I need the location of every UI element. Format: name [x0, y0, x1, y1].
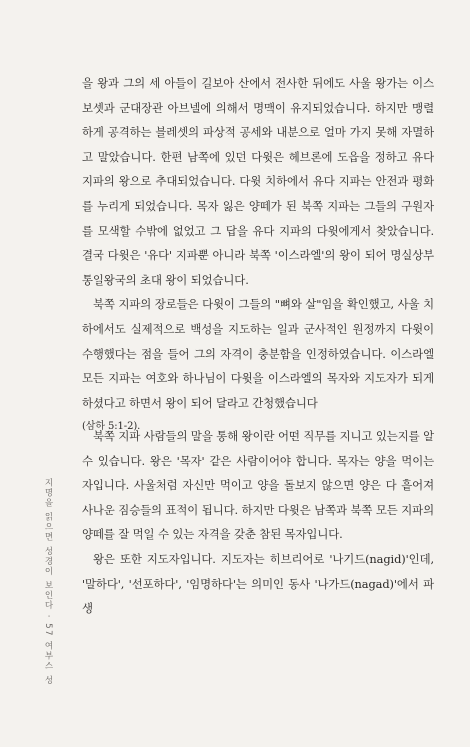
paragraph: 북쪽 지파의 장로들은 다윗이 그들의 "뼈와 살"임을 확인했고, 사울 치하에서도 실제적으로 백성을 지도하는 일과 군사적인 원정까지 다윗이 수행했다는 점을 들어 그의 자격이 충분함을 인정하였습니다. 이스라엘 모든 지파는 여호와 하나님이 다윗을 이스라엘의 목자와 지도자가 되게 하셨다고 하면서 왕이 되어 달라고 간청했습니다 — [82, 297, 434, 410]
paragraph: 북쪽 지파 사람들의 말을 통해 왕이란 어떤 직무를 지니고 있는지를 알 수 있습니다. 왕은 '목자' 같은 사람이어야 합니다. 목자는 양을 먹이는 자입니다. 사울처럼 자신만 먹이고 양을 돌보지 않으면 양은 다 흩어져 사나운 짐승들의 표적이 됩니다. 하지만 다윗은 남쪽과 북쪽 모든 지파의 양떼를 잘 먹일 수 있는 자격을 갖춘 참된 목자입니다. — [82, 429, 434, 542]
paragraph: 을 왕과 그의 세 아들이 길보아 산에서 전사한 뒤에도 사울 왕가는 이스보셋과 군대장관 아브넬에 의해서 명맥이 유지되었습니다. 하지만 맹렬하게 공격하는 블레셋의 파상적 공세와 내분으로 얼마 가지 못해 자멸하고 말았습니다. 한편 남쪽에 있던 다윗은 헤브론에 도읍을 정하고 유다 지파의 왕으로 추대되었습니다. 다윗 치하에서 유다 지파는 안전과 평화를 누리게 되었습니다. 목자 잃은 양떼가 된 북쪽 지파는 그들의 구원자를 모색할 수밖에 없었고 그 답을 유다 지파의 다윗에게서 찾았습니다. 결국 다윗은 '유다' 지파뿐 아니라 북쪽 '이스라엘'의 왕이 되어 명실상부 통일왕국의 초대 왕이 되었습니다. — [82, 76, 434, 287]
scripture-citation: (삼하 5:1-2). — [82, 421, 141, 433]
running-head: 지명을 읽으면 성경이 보인다 · 57 여부스 성 — [43, 478, 53, 686]
paragraph: 왕은 또한 지도자입니다. 지도자는 히브리어로 '나기드(nagid)'인데, '말하다', '선포하다', '임명하다'는 의미인 동사 '나가드(nagad)'에서 파생 — [82, 551, 434, 616]
text-block-lower — [82, 424, 434, 621]
text-block-upper — [82, 71, 434, 440]
